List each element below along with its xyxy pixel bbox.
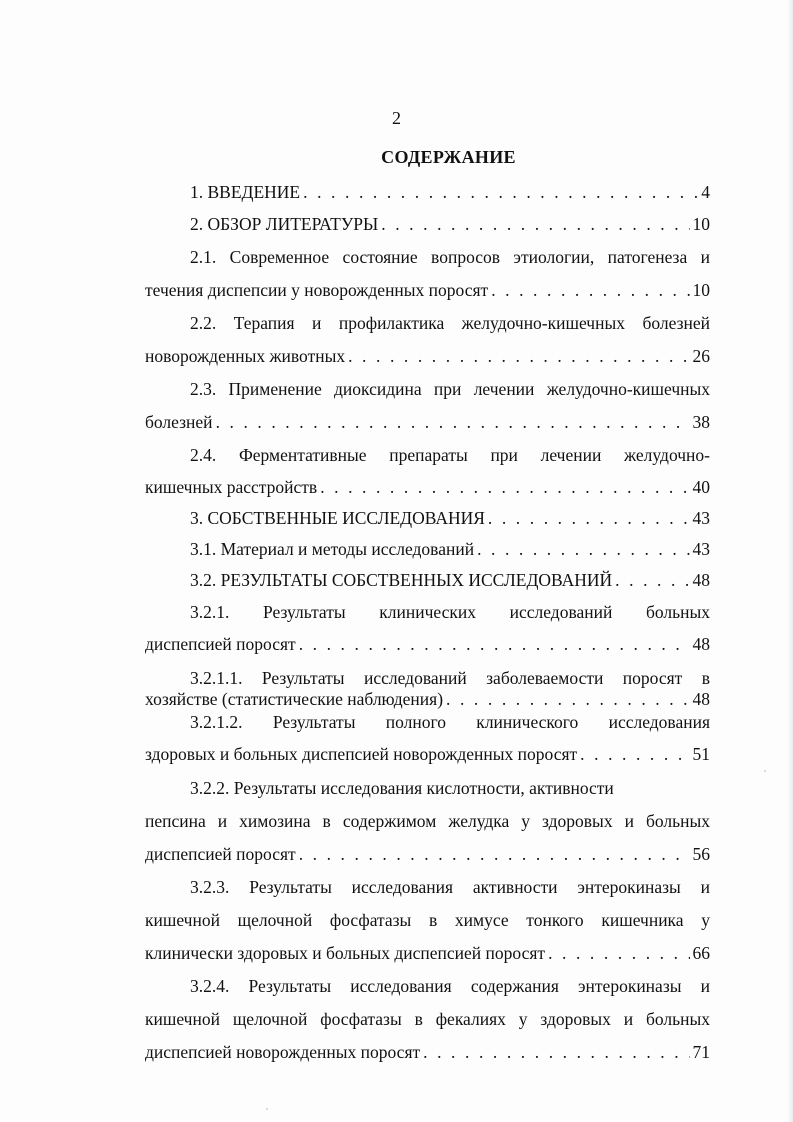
toc-entry[interactable]: 3.2.2. Результаты исследования кислотности, активности	[190, 778, 614, 798]
toc-page-number: 48	[692, 570, 710, 590]
toc-entry-text: новорожденных животных	[145, 346, 346, 366]
toc-entry[interactable]	[190, 506, 710, 530]
dot-leader	[488, 506, 690, 530]
toc-page-number: 10	[692, 280, 710, 300]
toc-entry-text: здоровых и больных диспепсией новорожденных поросят	[145, 744, 578, 764]
toc-entry-text: болезней	[145, 412, 213, 432]
toc-entry-continuation[interactable]	[145, 842, 710, 866]
toc-entry[interactable]: 2.4. Ферментативные препараты при лечении желудочно-	[190, 445, 710, 465]
toc-entry[interactable]	[190, 568, 710, 592]
toc-entry-continuation[interactable]: кишечной щелочной фосфатазы в фекалиях у здоровых и больных	[145, 1009, 710, 1029]
toc-page-number: 51	[692, 744, 710, 764]
toc-page-number: 40	[692, 477, 710, 497]
toc-entry-continuation[interactable]	[145, 344, 710, 368]
dot-leader	[491, 278, 689, 302]
toc-page-number: 43	[692, 508, 710, 528]
toc-entry-text: 3.1. Материал и методы исследований	[190, 539, 475, 559]
page-title: СОДЕРЖАНИЕ	[381, 147, 516, 167]
toc-page-number: 10	[692, 214, 710, 234]
toc-entry-continuation[interactable]	[145, 410, 710, 434]
toc-page-number: 66	[692, 943, 710, 963]
dot-leader	[580, 742, 689, 766]
toc-entry[interactable]: 2.1. Современное состояние вопросов этиологии, патогенеза и	[190, 247, 710, 267]
toc-page-number: 71	[692, 1042, 710, 1062]
toc-entry-continuation[interactable]	[145, 941, 710, 965]
dot-leader	[348, 344, 689, 368]
toc-entry-text: хозяйстве (статистические наблюдения)	[145, 689, 444, 709]
toc-entry-text: кишечных расстройств	[145, 477, 318, 497]
toc-entry[interactable]	[190, 212, 710, 236]
toc-entry-continuation[interactable]	[145, 278, 710, 302]
toc-page-number: 43	[692, 539, 710, 559]
toc-entry-text: клинически здоровых и больных диспепсией поросят	[145, 943, 546, 963]
toc-entry[interactable]: 3.2.4. Результаты исследования содержания энтерокиназы и	[190, 976, 710, 996]
dot-leader	[299, 842, 690, 866]
toc-entry-continuation[interactable]	[145, 1040, 710, 1064]
toc-page-number: 48	[692, 689, 710, 709]
toc-entry[interactable]: 3.2.3. Результаты исследования активности энтерокиназы и	[190, 877, 710, 897]
dot-leader	[615, 568, 689, 592]
toc-page-number: 26	[692, 346, 710, 366]
toc-entry[interactable]: 2.3. Применение диоксидина при лечении желудочно-кишечных	[190, 379, 710, 399]
toc-entry-continuation[interactable]	[145, 742, 710, 766]
toc-entry-text: 3.2. РЕЗУЛЬТАТЫ СОБСТВЕННЫХ ИССЛЕДОВАНИЙ	[190, 570, 613, 590]
toc-entry-continuation[interactable]	[145, 475, 710, 499]
toc-entry[interactable]: 3.2.1.2. Результаты полного клинического исследования	[190, 712, 710, 732]
scan-speck	[266, 1108, 268, 1110]
dot-leader	[320, 475, 689, 499]
toc-entry-text: течения диспепсии у новорожденных поросят	[145, 280, 489, 300]
toc-entry-text: 3. СОБСТВЕННЫЕ ИССЛЕДОВАНИЯ	[190, 508, 485, 528]
dot-leader	[216, 410, 690, 434]
toc-entry[interactable]	[190, 180, 710, 204]
toc-entry-text: 1. ВВЕДЕНИЕ	[190, 182, 301, 202]
toc-entry-text: диспепсией новорожденных поросят	[145, 1042, 421, 1062]
dot-leader	[548, 941, 689, 965]
toc-entry-text: диспепсией поросят	[145, 844, 296, 864]
toc-page-number: 48	[692, 634, 710, 654]
dot-leader	[446, 687, 689, 711]
dot-leader	[477, 537, 689, 561]
toc-entry-continuation[interactable]: пепсина и химозина в содержимом желудка у здоровых и больных	[145, 811, 710, 831]
toc-entry[interactable]	[190, 537, 710, 561]
page-number: 2	[392, 108, 401, 128]
toc-entry-continuation[interactable]: кишечной щелочной фосфатазы в химусе тонкого кишечника у	[145, 910, 710, 930]
toc-page-number: 38	[692, 412, 710, 432]
dot-leader	[423, 1040, 689, 1064]
toc-entry[interactable]: 3.2.1.1. Результаты исследований заболеваемости поросят в	[190, 668, 710, 688]
toc-entry-text: диспепсией поросят	[145, 634, 296, 654]
dot-leader	[303, 180, 698, 204]
scan-edge-shadow	[787, 0, 793, 1122]
toc-page-number: 56	[692, 844, 710, 864]
toc-entry[interactable]: 2.2. Терапия и профилактика желудочно-кишечных болезней	[190, 313, 710, 333]
toc-page-number: 4	[701, 182, 710, 202]
toc-entry[interactable]: 3.2.1. Результаты клинических исследований больных	[190, 602, 710, 622]
dot-leader	[299, 632, 690, 656]
toc-entry-continuation[interactable]	[145, 632, 710, 656]
toc-entry-continuation[interactable]	[145, 687, 710, 711]
toc-entry-text: 2. ОБЗОР ЛИТЕРАТУРЫ	[190, 214, 379, 234]
scan-speck	[764, 770, 766, 772]
dot-leader	[381, 212, 689, 236]
